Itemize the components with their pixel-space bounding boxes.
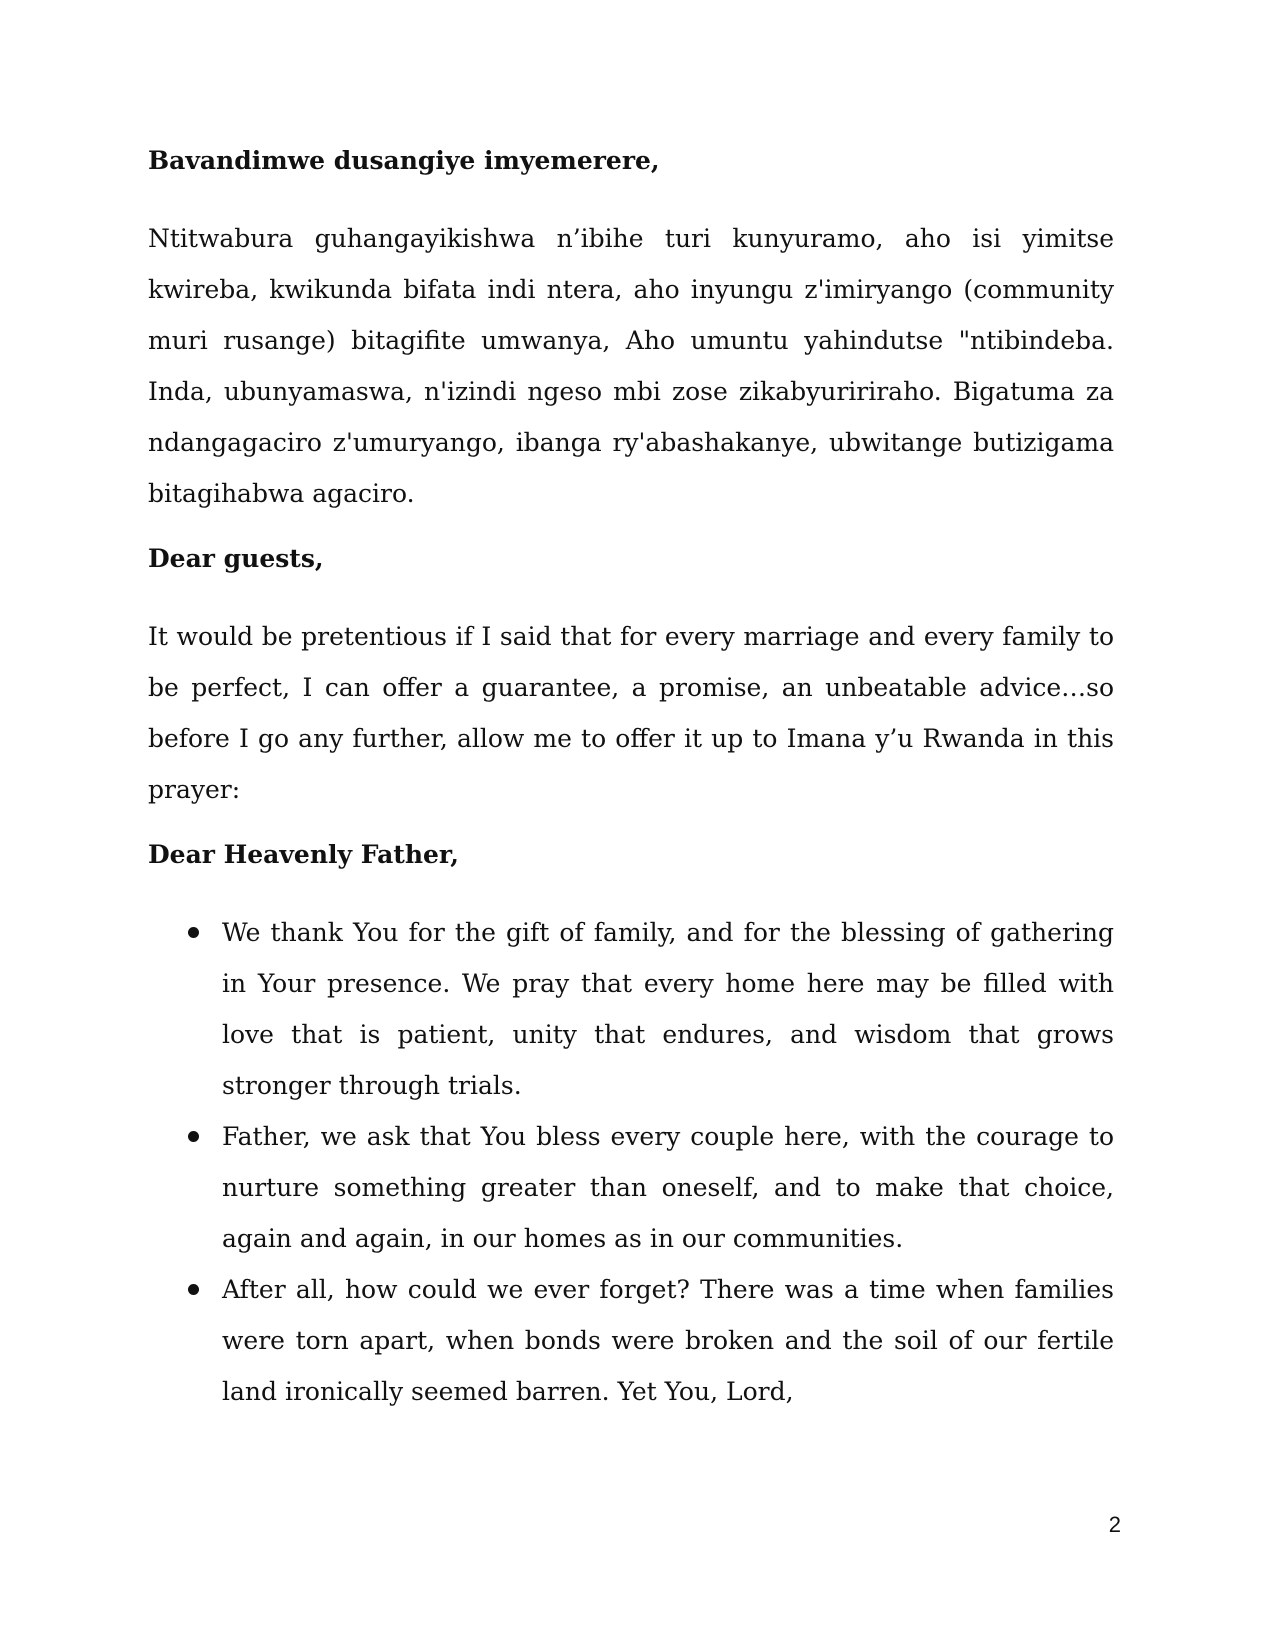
paragraph-kinyarwanda: Ntitwabura guhangayikishwa n’ibihe turi kunyuramo, aho isi yimitse kwireba, kwikunda bifata indi ntera, aho inyungu z'imiryango (community muri rusange) bitagifite umwanya, Aho umuntu yahindutse "ntibindeba. Inda, ubunyamaswa, n'izindi ngeso mbi zose zikabyuririraho. Bigatuma za ndangagaciro z'umuryango, ibanga ry'abashakanye, ubwitange butizigama bitagihabwa agaciro. xyxy=(148,224,1114,508)
page-number: 2 xyxy=(1108,1512,1121,1537)
bullet-icon xyxy=(188,1131,199,1142)
prayer-list xyxy=(148,907,1114,1417)
greeting-heading-guests: Dear guests, xyxy=(148,544,324,573)
bullet-icon xyxy=(188,927,199,938)
list-item-text: Father, we ask that You bless every couple here, with the courage to nurture something greater than oneself, and to make that choice, again and again, in our homes as in our communities. xyxy=(222,1122,1114,1253)
list-item-text: After all, how could we ever forget? There was a time when families were torn apart, when bonds were broken and the soil of our fertile land ironically seemed barren. Yet You, Lord, xyxy=(222,1275,1114,1406)
list-item-text: We thank You for the gift of family, and for the blessing of gathering in Your presence. We pray that every home here may be filled with love that is patient, unity that endures, and wisdom that grows stronger through trials. xyxy=(222,918,1114,1100)
bullet-icon xyxy=(188,1284,199,1295)
prayer-heading: Dear Heavenly Father, xyxy=(148,840,459,869)
paragraph-guests: It would be pretentious if I said that for every marriage and every family to be perfect, I can offer a guarantee, a promise, an unbeatable advice…so before I go any further, allow me to offer it up to Imana y’u Rwanda in this prayer: xyxy=(148,622,1114,804)
list-item xyxy=(148,907,1114,1111)
greeting-heading-kinyarwanda: Bavandimwe dusangiye imyemerere, xyxy=(148,146,660,175)
page-body xyxy=(148,145,1114,1417)
list-item xyxy=(148,1111,1114,1264)
list-item xyxy=(148,1264,1114,1417)
